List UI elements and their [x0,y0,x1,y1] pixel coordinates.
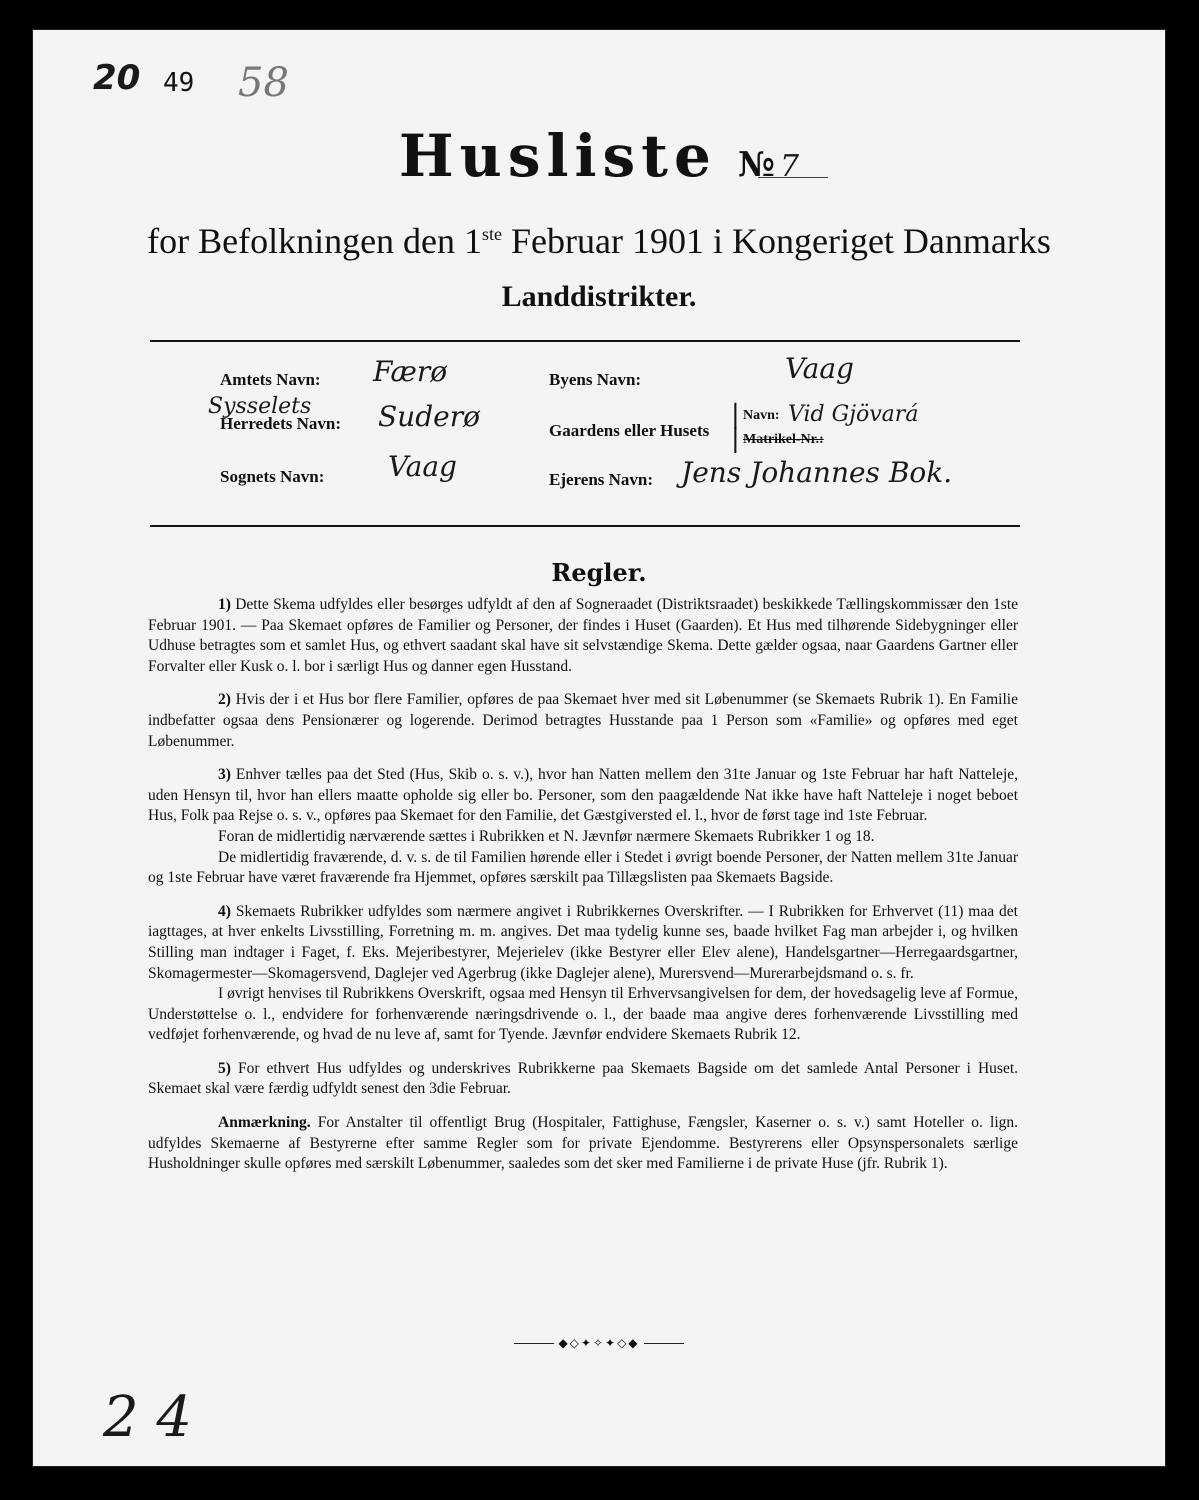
rule-3b: Foran de midlertidig nærværende sættes i Rubrikken et N. Jævnfør nærmere Skemaets Rubrikker 1 og 18. [218,827,875,845]
bracket-bottom: | [731,424,740,454]
rule-4-text: Skemaets Rubrikker udfyldes som nærmere angivet i Rubrikkernes Overskrifter. — I Rubrikken for Erhvervet (11) maa det iagttages, at hver enkelts Livsstilling, Forretning m. m. angives. Det maa tydelig kunne ses, baade hvilket Fag man arbejder i, og hvilken Stilling man indtager i Faget, f. Eks. Mejeribestyrer, Mejerielev (ikke Bestyrer eller Elev alene), Handelsgartner—Herregaardsgartner, Skomagermester—Skomagersvend, Daglejer ved Agerbrug (ikke Daglejer alene), Murersvend—Murerarbejdsmand o. s. fr. [148,902,1018,982]
number-sign: № [737,145,775,185]
matrikel-label: Matrikel-Nr.: [743,432,824,447]
corner-mark-49: 49 [163,68,195,98]
rule-3 [148,765,1018,827]
rule-3c: De midlertidig fraværende, d. v. s. de til Familien hørende eller i Stedet i øvrigt boende Personer, der Natten mellem 31te Januar og 1ste Februar have været fraværende fra Hjemmet, opføres særskilt paa Tillægslisten paa Skemaets Bagside. [148,848,1018,887]
navn-value: Vid Gjövará [788,402,919,427]
rule-4 [148,902,1018,984]
rule-5-text: For ethvert Hus udfyldes og underskrives Rubrikkerne paa Skemaets Bagside om det samlede Antal Personer i Huset. Skemaet skal være færdig udfyldt senest den 3die Februar. [148,1059,1019,1098]
rule-2-text: Hvis der i et Hus bor flere Familier, opføres de paa Skemaet hver med sit Løbenummer (se Skemaets Rubrik 1). En Familie indbefatter ogsaa dens Pensionærer og logerende. Derimod betragtes Husstande paa 1 Person som «Familie» og opføres med eget Løbenummer. [148,691,1018,750]
rules-heading: Regler. [551,558,647,587]
corner-mark-20: 20 [93,58,141,98]
ornament-glyphs: ◆◇✦✧✦◇◆ [558,1336,640,1350]
subtitle-post: Februar 1901 i Kongeriget Danmarks [502,221,1051,261]
herred-label: Herredets Navn: [220,414,342,433]
ornament-divider [33,1336,1165,1350]
ornament-line-right [644,1343,684,1344]
form-number: 7 [780,149,800,184]
subtitle-sup: ste [482,224,503,244]
subtitle-pre: for Befolkningen den 1 [147,221,483,261]
title-text: Husliste [398,122,717,190]
navn-label: Navn: [743,408,780,423]
amt-label: Amtets Navn: [220,370,321,389]
rule-4-number: 4) [218,902,231,920]
ornament-line-left [514,1343,554,1344]
ejer-value: Jens Johannes Bok. [681,456,953,489]
syssel-handwritten: Sysselets [208,394,312,419]
sogn-value: Vaag [388,450,457,483]
bracket-top: | [731,400,740,430]
by-label: Byens Navn: [549,370,642,389]
rule-1-text: Dette Skema udfyldes eller besørges udfyldt af den af Sogneraadet (Distriktsraadet) beskikkede Tællingskommissær den 1ste Februar 1901. — Paa Skemaet opføres de Familier og Personer, der findes i Huset (Gaarden). Et Hus med tilhørende Sidebygninger eller Udhuse betragtes som et samlet Hus, og ethvert saadant skal have sit selvstændige Skema. Dette gælder ogsaa, naar Gaardens Gartner eller Forvalter eller Kusk o. l. bor i særligt Hus og danner egen Husstand. [148,596,1019,675]
number-underline [758,177,828,178]
rule-3-text: Enhver tælles paa det Sted (Hus, Skib o. s. v.), hvor han Natten mellem den 31te Januar og 1ste Februar har haft Natteleje, uden Hensyn til, hvor han ellers maatte opholde sig eller bo. Personer, som den paagældende Nat ikke have haft Natteleje i noget beboet Hus, Folk paa Rejse o. s. v., opføres paa Skemaet for den Familie, det Gæstgiversted el. l., hvor de først tage ind 1ste Februar. [148,766,1019,825]
gaard-label: Gaardens eller Husets [549,421,710,440]
note-label: Anmærkning. [218,1114,311,1132]
rules-body [148,595,1018,1188]
herred-value: Suderø [378,400,480,433]
bottom-page-number: 2 4 [103,1385,193,1450]
note-text: For Anstalter til offentligt Brug (Hospitaler, Fattighuse, Fængsler, Kaserner o. s. v.) samt Hoteller o. lign. udfyldes Skemaerne af Bestyrerne efter samme Regler som for private Ejendomme. Bestyrerens eller Opsynspersonalets særlige Husholdninger skulle opføres med særskilt Løbenummer, saaledes som det sker med Familierne i de private Huse (jfr. Rubrik 1). [148,1114,1019,1173]
rule-2 [148,690,1018,752]
by-value: Vaag [785,352,854,385]
district-heading: Landdistrikter. [501,280,697,313]
form-title [33,122,1165,190]
census-form-page [33,30,1165,1466]
rule-1-number: 1) [218,596,231,613]
rule-5-number: 5) [218,1059,231,1077]
rule-3-number: 3) [218,766,231,784]
rule-1 [148,595,1018,677]
sogn-label: Sognets Navn: [220,467,325,486]
rule-4b: I øvrigt henvises til Rubrikkens Overskrift, ogsaa med Hensyn til Erhvervsangivelsen for dem, der hovedsagelig leve af Formue, Understøttelse o. l., endvidere for forhenværende næringsdrivende o. l., der baade maa angive deres forhenværende Livsstilling med vedføjet forhenværende, og hvad de nu leve af, samt for Tyende. Jævnfør endvidere Skemaets Rubrik 12. [148,985,1018,1044]
note [148,1113,1018,1175]
subtitle [33,220,1165,262]
amt-value: Færø [373,355,448,388]
ejer-label: Ejerens Navn: [549,470,654,489]
rule-5 [148,1059,1018,1100]
rule-2-number: 2) [218,691,231,709]
top-rule [150,340,1020,342]
corner-mark-58: 58 [238,60,289,106]
bottom-rule [150,525,1020,527]
